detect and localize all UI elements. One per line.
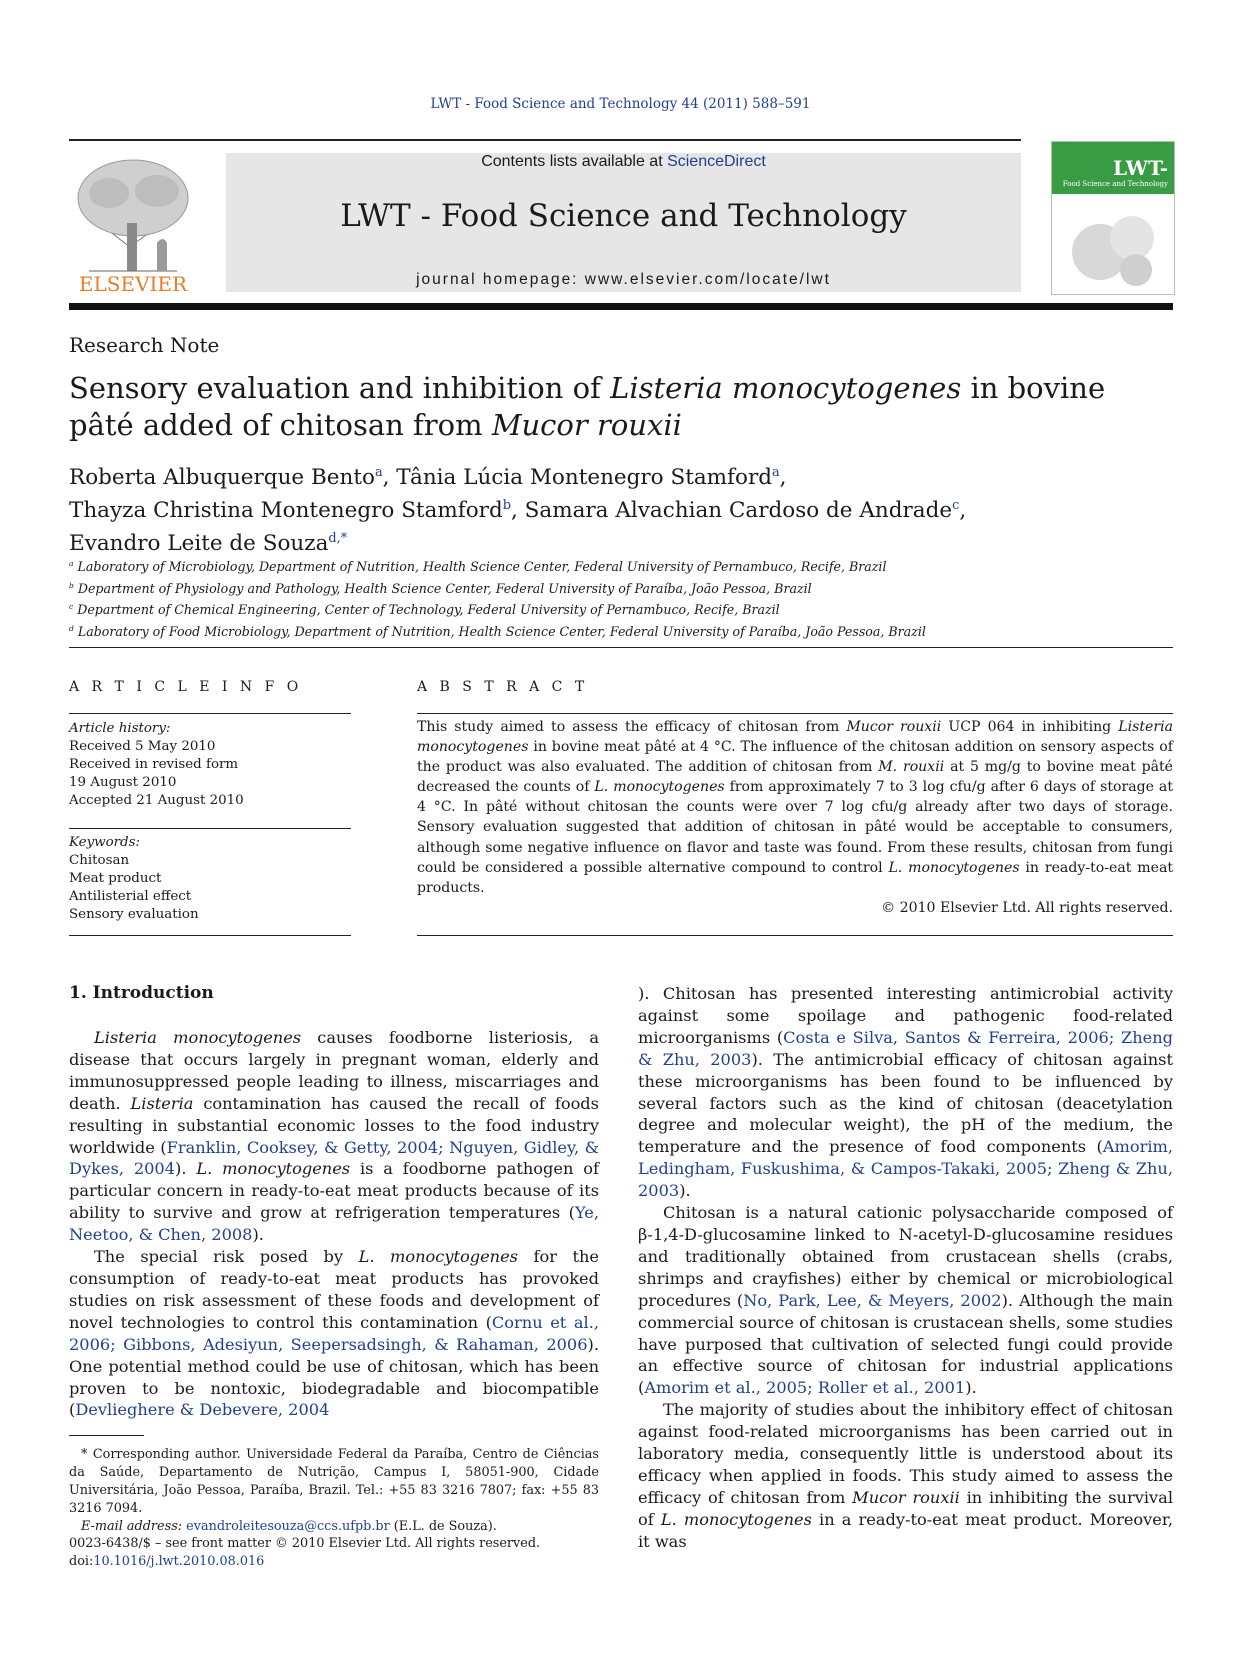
journal-banner <box>226 153 1021 292</box>
abstract-heading: A B S T R A C T <box>417 679 589 695</box>
doi-link[interactable]: 10.1016/j.lwt.2010.08.016 <box>93 1554 265 1570</box>
reference-link[interactable]: Amorim et al., 2005; Roller et al., 2001 <box>644 1378 966 1398</box>
affiliation-item: $^b$ Department of Physiology and Pathology, Health Science Center, Federal University of Paraíba, João Pessoa, Brazil <box>69 580 812 596</box>
history-label: Article history: <box>69 721 171 736</box>
front-matter-line: 0023-6438/$ – see front matter © 2010 Elsevier Ltd. All rights reserved. <box>69 1536 541 1551</box>
affiliation-item: $^c$ Department of Chemical Engineering, Center of Technology, Federal University of Pernambuco, Recife, Brazil <box>69 602 780 618</box>
footnote-text: * Corresponding author. Universidade Federal da Paraíba, Centro de Ciências da Saúde, Departamento de Nutrição, Campus I, 58051-900, Cidade Universitária, João Pessoa, Paraíba, Brazil. Tel.: +55 83 3216 7807; fax: +55 83 3216 7094. <box>69 1447 599 1517</box>
cover-title: LWT- <box>1112 156 1168 180</box>
journal-homepage[interactable]: journal homepage: www.elsevier.com/locate/lwt <box>416 271 831 288</box>
page-footer <box>69 1535 599 1571</box>
history-item: Accepted 21 August 2010 <box>69 793 244 808</box>
affiliation-marker[interactable]: c <box>952 498 960 514</box>
keywords-label: Keywords: <box>69 835 141 850</box>
contents-prefix: Contents lists available at <box>481 153 668 170</box>
history-item: 19 August 2010 <box>69 775 177 790</box>
author-name[interactable]: Roberta Albuquerque Bento <box>69 465 375 491</box>
journal-cover-image[interactable] <box>1051 141 1175 295</box>
keyword: Antilisterial effect <box>69 889 192 904</box>
elsevier-tree-icon <box>69 153 197 295</box>
article-info-bottom-rule <box>69 935 351 936</box>
doi-line: doi:10.1016/j.lwt.2010.08.016 <box>69 1554 265 1570</box>
reference-link[interactable]: Cornu et al., 2006; Gibbons, Adesiyun, Seepersadsingh, & Rahaman, 2006 <box>69 1312 599 1354</box>
body-paragraph-continued: ). Chitosan has presented interesting antimicrobial activity against some spoilage and pathogenic food-related microorganisms (Costa e Silva, Santos & Ferreira, 2006; Zheng & Zhu, 2003). The antimicrobial efficacy of chitosan against these microorganisms has been found to be influenced by several factors such as the kind of chitosan (deacetylation degree and molecular weight), the pH of the medium, the temperature and the presence of food components (Amorim, Ledingham, Fuskushima, & Campos-Takaki, 2005; Zheng & Zhu, 2003). <box>638 984 1173 1201</box>
history-item: Received in revised form <box>69 757 239 772</box>
reference-link[interactable]: Amorim, Ledingham, Fuskushima, & Campos-Takaki, 2005; Zheng & Zhu, 2003 <box>638 1137 1173 1201</box>
body-paragraph: The majority of studies about the inhibitory effect of chitosan against food-related microorganisms has been carried out in laboratory media, consequently little is understood about its efficacy when applied in foods. This study aimed to assess the efficacy of chitosan from Mucor rouxii in inhibiting the survival of L. monocytogenes in a ready-to-eat meat product. Moreover, it was <box>638 1400 1173 1551</box>
abstract-bottom-rule <box>417 935 1173 936</box>
cover-illustration-icon <box>1060 202 1166 290</box>
abstract-copyright: © 2010 Elsevier Ltd. All rights reserved. <box>881 899 1173 916</box>
affiliation-marker[interactable]: b <box>502 498 511 514</box>
email-link[interactable]: evandroleitesouza@ccs.ufpb.br <box>186 1519 390 1535</box>
abstract-text: This study aimed to assess the efficacy of chitosan from Mucor rouxii UCP 064 in inhibiting Listeria monocytogenes in bovine meat pâté at 4 °C. The influence of the chitosan addition on sensory aspects of the product was also evaluated. The addition of chitosan from M. rouxii at 5 mg/g to bovine meat pâté decreased the counts of L. monocytogenes from approximately 7 to 3 log cfu/g after 6 days of storage at 4 °C. In pâté without chitosan the counts were over 7 log cfu/g already after two days of storage. Sensory evaluation suggested that addition of chitosan in pâté would be acceptable to consumers, although some negative influence on flavor and taste was found. From these results, chitosan from fungi could be considered a possible alternative compound to control L. monocytogenes in ready-to-eat meat products. © 2010 Elsevier Ltd. All rights reserved. <box>417 717 1173 918</box>
affiliation-marker[interactable]: a <box>374 465 383 480</box>
article-history <box>69 720 351 810</box>
affiliation-item: $^a$ Laboratory of Microbiology, Department of Nutrition, Health Science Center, Federal University of Pernambuco, Recife, Brazil <box>69 559 887 575</box>
author-name[interactable]: Tânia Lúcia Montenegro Stamford <box>396 465 772 491</box>
affiliations <box>69 555 1173 641</box>
footnote-rule <box>69 1435 144 1436</box>
author-list: Roberta Albuquerque Bento$^a$, Tânia Lúcia Montenegro Stamford$^a$, Thayza Christina Montenegro Stamford$^b$, Samara Alvachian Cardoso de Andrade$^c$, Evandro Leite de Souza$^{d,*}$ <box>69 465 967 557</box>
author-name[interactable]: Samara Alvachian Cardoso de Andrade <box>524 498 953 524</box>
reference-link[interactable]: Ye, Neetoo, & Chen, 2008 <box>69 1203 599 1245</box>
elsevier-wordmark: ELSEVIER <box>78 272 188 295</box>
reference-link[interactable]: Devlieghere & Debevere, 2004 <box>75 1400 330 1420</box>
section-divider <box>69 647 1173 648</box>
corresponding-author-footnote <box>69 1446 599 1536</box>
keyword: Meat product <box>69 871 162 886</box>
sciencedirect-link[interactable]: ScienceDirect <box>667 153 766 170</box>
reference-link[interactable]: Costa e Silva, Santos & Ferreira, 2006; Zheng & Zhu, 2003 <box>638 1027 1173 1069</box>
cover-subtitle: Food Science and Technology <box>1062 180 1168 188</box>
article-info-rule <box>69 713 351 714</box>
body-paragraph: Chitosan is a natural cationic polysaccharide composed of β-1,4-D-glucosamine linked to N-acetyl-D-glucosamine residues and traditionally obtained from crustacean shells (crabs, shrimps and crayfishes) either by chemical or microbiological procedures (No, Park, Lee, & Meyers, 2002). Although the main commercial source of chitosan is crustacean shells, some studies have purposed that cultivation of selected fungi could provide an effective source of chitosan for industrial applications (Amorim et al., 2005; Roller et al., 2001). <box>638 1203 1173 1398</box>
reference-link[interactable]: Franklin, Cooksey, & Getty, 2004; Nguyen, Gidley, & Dykes, 2004 <box>69 1137 599 1179</box>
header-rule <box>69 139 1021 141</box>
article-info-heading: A R T I C L E I N F O <box>69 679 303 695</box>
body-column-left <box>69 1027 599 1421</box>
keywords-rule <box>69 828 351 829</box>
article-type: Research Note <box>69 333 220 357</box>
affiliation-marker[interactable]: d,* <box>328 531 348 547</box>
reference-link[interactable]: No, Park, Lee, & Meyers, 2002 <box>743 1290 1002 1310</box>
body-paragraph: Listeria monocytogenes causes foodborne listeriosis, a disease that occurs largely in pregnant woman, elderly and immunosuppressed people leading to illness, miscarriages and death. Listeria contamination has caused the recall of foods resulting in substantial economic losses to the food industry worldwide (Franklin, Cooksey, & Getty, 2004; Nguyen, Gidley, & Dykes, 2004). L. monocytogenes is a foodborne pathogen of particular concern in ready-to-eat meat products because of its ability to survive and grow at refrigeration temperatures (Ye, Neetoo, & Chen, 2008). <box>69 1028 600 1245</box>
header-thick-rule <box>69 303 1173 310</box>
affiliation-marker[interactable]: a <box>771 465 780 480</box>
journal-title[interactable]: LWT - Food Science and Technology <box>340 198 907 234</box>
keywords <box>69 834 351 924</box>
author-name[interactable]: Evandro Leite de Souza <box>69 531 329 557</box>
keyword: Sensory evaluation <box>69 907 199 922</box>
body-paragraph: The special risk posed by L. monocytogenes for the consumption of ready-to-eat meat products has provoked studies on risk assessment of these foods and development of novel technologies to control this contamination (Cornu et al., 2006; Gibbons, Adesiyun, Seepersadsingh, & Rahaman, 2006). One potential method could be use of chitosan, which has been proven to be nontoxic, biodegradable and biocompatible (Devlieghere & Debevere, 2004 <box>69 1247 599 1420</box>
affiliation-item: $^d$ Laboratory of Food Microbiology, Department of Nutrition, Health Science Center, Federal University of Paraíba, João Pessoa, Brazil <box>69 623 926 639</box>
abstract-rule <box>417 713 1173 714</box>
elsevier-logo[interactable] <box>69 153 197 295</box>
author-name[interactable]: Thayza Christina Montenegro Stamford <box>69 498 503 524</box>
keyword: Chitosan <box>69 853 130 868</box>
introduction-heading: 1. Introduction <box>69 983 214 1003</box>
footnote-email: E-mail address: evandroleitesouza@ccs.ufpb.br (E.L. de Souza). <box>81 1519 497 1535</box>
body-column-right <box>638 983 1173 1553</box>
article-title: Sensory evaluation and inhibition of Listeria monocytogenes in bovine pâté added of chitosan from Mucor rouxii <box>69 371 1106 442</box>
journal-citation[interactable]: LWT - Food Science and Technology 44 (2011) 588–591 <box>430 96 811 112</box>
history-item: Received 5 May 2010 <box>69 739 216 754</box>
contents-line <box>226 153 1021 171</box>
